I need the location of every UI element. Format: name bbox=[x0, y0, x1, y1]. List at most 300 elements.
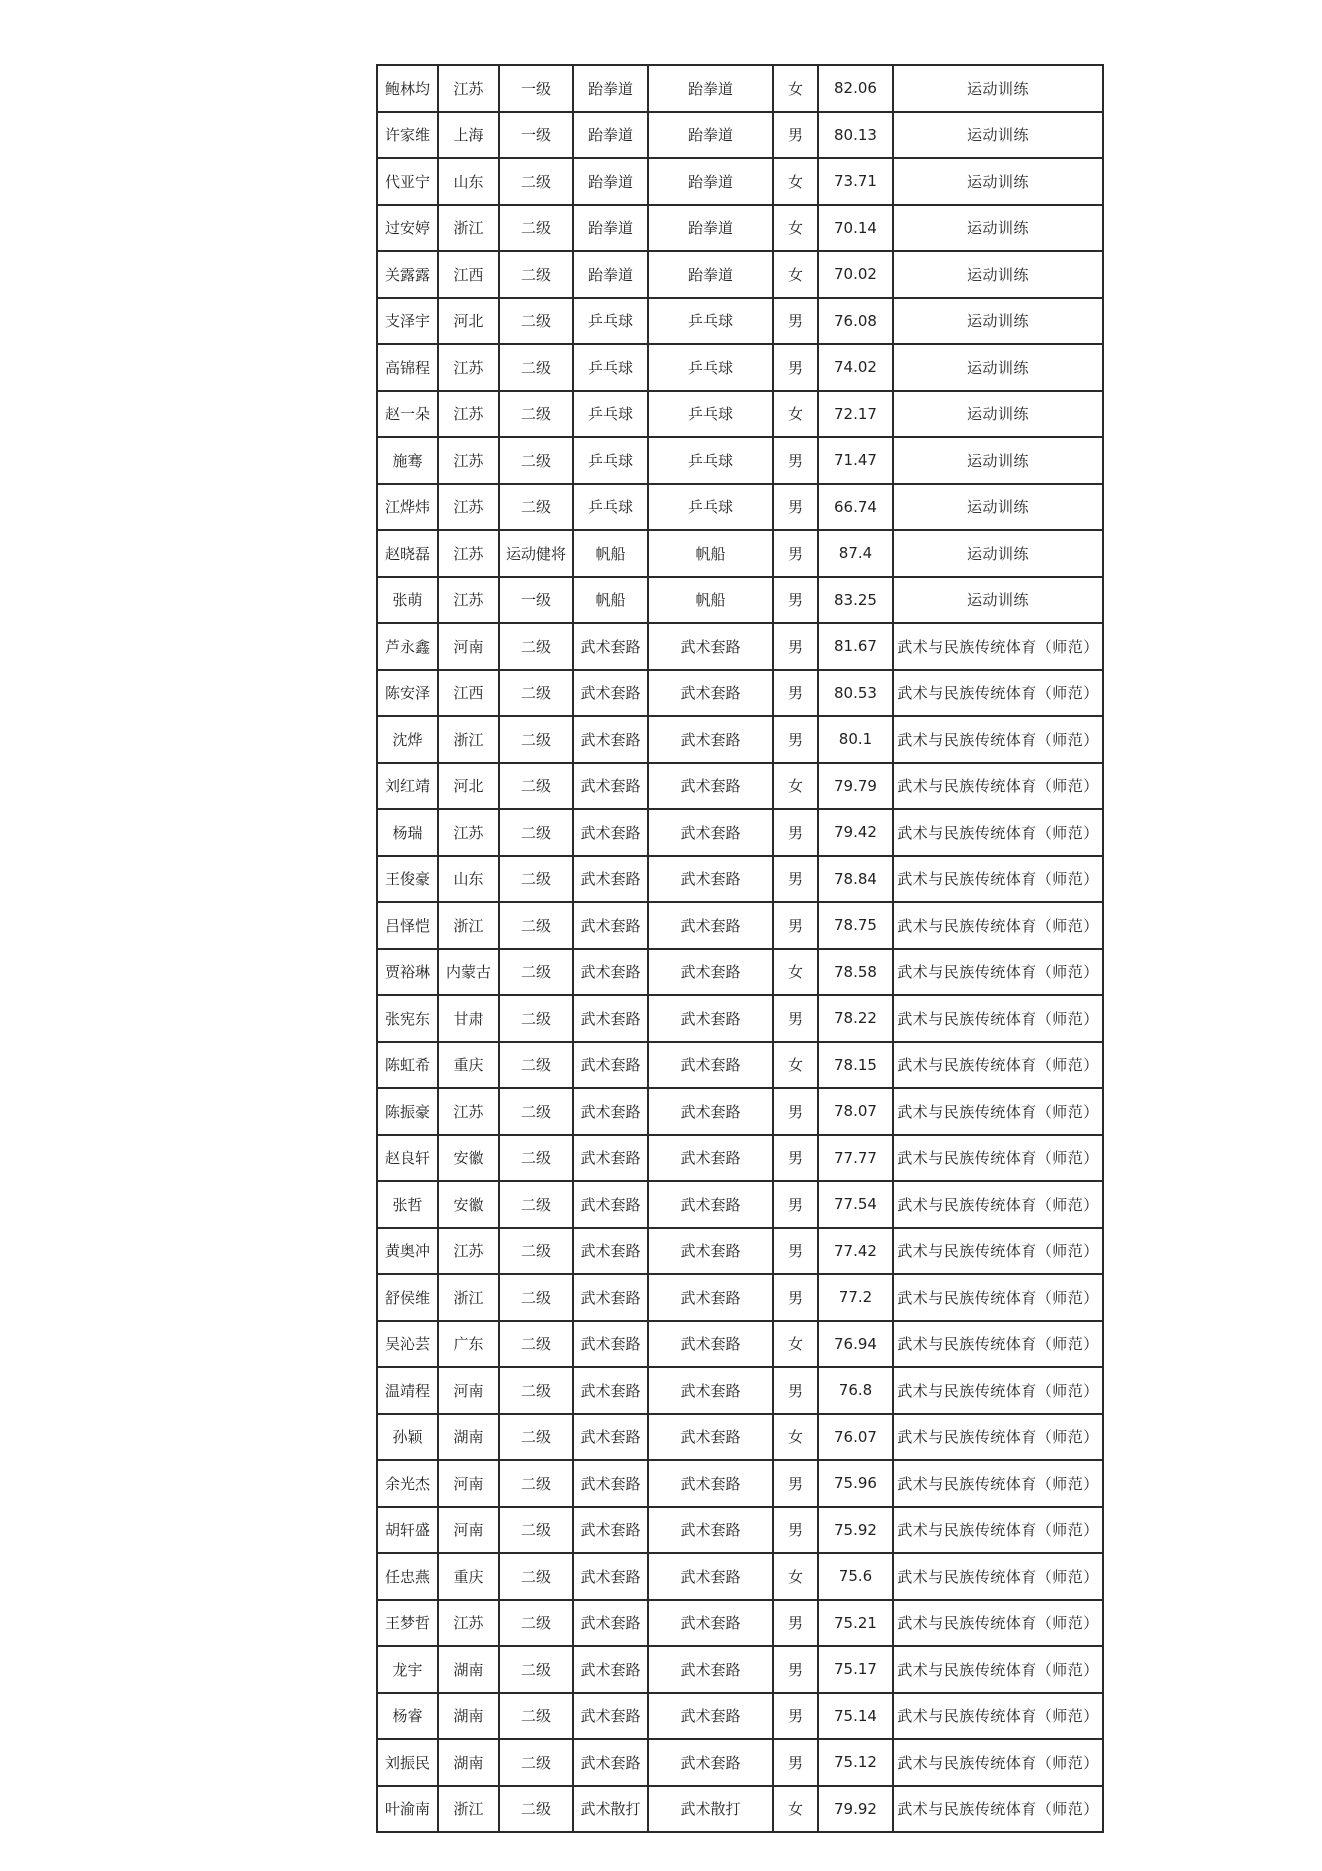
score-cell: 75.21 bbox=[818, 1600, 893, 1647]
province-cell: 江苏 bbox=[438, 437, 499, 484]
level-cell: 二级 bbox=[499, 623, 573, 670]
table-row bbox=[377, 577, 1103, 624]
gender-cell: 男 bbox=[773, 530, 818, 577]
name-cell: 陈振豪 bbox=[377, 1088, 438, 1135]
level-cell: 二级 bbox=[499, 809, 573, 856]
sport-cell: 武术套路 bbox=[573, 1460, 648, 1507]
score-cell: 78.75 bbox=[818, 902, 893, 949]
name-cell: 许家维 bbox=[377, 112, 438, 159]
gender-cell: 男 bbox=[773, 1274, 818, 1321]
province-cell: 江苏 bbox=[438, 1228, 499, 1275]
province-cell: 江苏 bbox=[438, 530, 499, 577]
sport-cell: 武术套路 bbox=[573, 1507, 648, 1554]
event-cell: 武术套路 bbox=[648, 1460, 773, 1507]
major-cell: 运动训练 bbox=[893, 205, 1103, 252]
sport-cell: 帆船 bbox=[573, 530, 648, 577]
score-cell: 79.79 bbox=[818, 763, 893, 810]
province-cell: 江苏 bbox=[438, 344, 499, 391]
name-cell: 关露露 bbox=[377, 251, 438, 298]
province-cell: 河南 bbox=[438, 1507, 499, 1554]
name-cell: 温靖程 bbox=[377, 1367, 438, 1414]
table-row bbox=[377, 484, 1103, 531]
major-cell: 武术与民族传统体育（师范） bbox=[893, 1507, 1103, 1554]
sport-cell: 武术套路 bbox=[573, 1739, 648, 1786]
gender-cell: 男 bbox=[773, 902, 818, 949]
province-cell: 山东 bbox=[438, 856, 499, 903]
table-row bbox=[377, 670, 1103, 717]
sport-cell: 武术套路 bbox=[573, 763, 648, 810]
major-cell: 武术与民族传统体育（师范） bbox=[893, 763, 1103, 810]
sport-cell: 跆拳道 bbox=[573, 205, 648, 252]
event-cell: 武术套路 bbox=[648, 716, 773, 763]
event-cell: 乒乓球 bbox=[648, 437, 773, 484]
province-cell: 山东 bbox=[438, 158, 499, 205]
province-cell: 内蒙古 bbox=[438, 949, 499, 996]
table-row bbox=[377, 1553, 1103, 1600]
level-cell: 二级 bbox=[499, 1088, 573, 1135]
major-cell: 武术与民族传统体育（师范） bbox=[893, 1460, 1103, 1507]
table-row bbox=[377, 1228, 1103, 1275]
province-cell: 湖南 bbox=[438, 1414, 499, 1461]
province-cell: 安徽 bbox=[438, 1181, 499, 1228]
province-cell: 江苏 bbox=[438, 484, 499, 531]
sport-cell: 武术套路 bbox=[573, 1042, 648, 1089]
gender-cell: 男 bbox=[773, 112, 818, 159]
gender-cell: 男 bbox=[773, 670, 818, 717]
level-cell: 二级 bbox=[499, 856, 573, 903]
event-cell: 武术套路 bbox=[648, 1274, 773, 1321]
sport-cell: 武术套路 bbox=[573, 809, 648, 856]
event-cell: 帆船 bbox=[648, 530, 773, 577]
province-cell: 江苏 bbox=[438, 1088, 499, 1135]
table-row bbox=[377, 1274, 1103, 1321]
gender-cell: 男 bbox=[773, 1460, 818, 1507]
major-cell: 武术与民族传统体育（师范） bbox=[893, 1135, 1103, 1182]
gender-cell: 男 bbox=[773, 1367, 818, 1414]
name-cell: 沈烨 bbox=[377, 716, 438, 763]
event-cell: 武术套路 bbox=[648, 1367, 773, 1414]
major-cell: 运动训练 bbox=[893, 437, 1103, 484]
event-cell: 武术散打 bbox=[648, 1786, 773, 1833]
gender-cell: 男 bbox=[773, 1228, 818, 1275]
sport-cell: 武术套路 bbox=[573, 1321, 648, 1368]
table-row bbox=[377, 902, 1103, 949]
level-cell: 二级 bbox=[499, 763, 573, 810]
major-cell: 武术与民族传统体育（师范） bbox=[893, 1553, 1103, 1600]
level-cell: 二级 bbox=[499, 1228, 573, 1275]
major-cell: 运动训练 bbox=[893, 484, 1103, 531]
event-cell: 武术套路 bbox=[648, 809, 773, 856]
name-cell: 赵一朵 bbox=[377, 391, 438, 438]
province-cell: 河南 bbox=[438, 623, 499, 670]
gender-cell: 男 bbox=[773, 623, 818, 670]
gender-cell: 男 bbox=[773, 856, 818, 903]
table-row bbox=[377, 949, 1103, 996]
score-cell: 70.02 bbox=[818, 251, 893, 298]
province-cell: 上海 bbox=[438, 112, 499, 159]
table-row bbox=[377, 856, 1103, 903]
table-row bbox=[377, 1088, 1103, 1135]
gender-cell: 男 bbox=[773, 1088, 818, 1135]
level-cell: 二级 bbox=[499, 391, 573, 438]
event-cell: 跆拳道 bbox=[648, 65, 773, 112]
level-cell: 二级 bbox=[499, 205, 573, 252]
roster-body bbox=[377, 65, 1103, 1832]
score-cell: 80.53 bbox=[818, 670, 893, 717]
major-cell: 武术与民族传统体育（师范） bbox=[893, 716, 1103, 763]
gender-cell: 女 bbox=[773, 1042, 818, 1089]
table-row bbox=[377, 1135, 1103, 1182]
gender-cell: 男 bbox=[773, 1600, 818, 1647]
province-cell: 河北 bbox=[438, 298, 499, 345]
score-cell: 66.74 bbox=[818, 484, 893, 531]
name-cell: 任忠燕 bbox=[377, 1553, 438, 1600]
gender-cell: 女 bbox=[773, 949, 818, 996]
score-cell: 78.07 bbox=[818, 1088, 893, 1135]
event-cell: 跆拳道 bbox=[648, 251, 773, 298]
event-cell: 乒乓球 bbox=[648, 344, 773, 391]
event-cell: 武术套路 bbox=[648, 1600, 773, 1647]
table-row bbox=[377, 1646, 1103, 1693]
event-cell: 武术套路 bbox=[648, 1088, 773, 1135]
level-cell: 二级 bbox=[499, 344, 573, 391]
level-cell: 二级 bbox=[499, 1135, 573, 1182]
table-row bbox=[377, 1181, 1103, 1228]
name-cell: 王俊豪 bbox=[377, 856, 438, 903]
name-cell: 黄奥冲 bbox=[377, 1228, 438, 1275]
event-cell: 武术套路 bbox=[648, 1507, 773, 1554]
score-cell: 82.06 bbox=[818, 65, 893, 112]
table-row bbox=[377, 995, 1103, 1042]
province-cell: 浙江 bbox=[438, 716, 499, 763]
province-cell: 湖南 bbox=[438, 1739, 499, 1786]
table-row bbox=[377, 1321, 1103, 1368]
major-cell: 武术与民族传统体育（师范） bbox=[893, 1274, 1103, 1321]
table-row bbox=[377, 1507, 1103, 1554]
table-row bbox=[377, 809, 1103, 856]
event-cell: 武术套路 bbox=[648, 995, 773, 1042]
sport-cell: 武术套路 bbox=[573, 623, 648, 670]
name-cell: 鲍林均 bbox=[377, 65, 438, 112]
province-cell: 江苏 bbox=[438, 809, 499, 856]
level-cell: 二级 bbox=[499, 716, 573, 763]
name-cell: 芦永鑫 bbox=[377, 623, 438, 670]
province-cell: 江苏 bbox=[438, 577, 499, 624]
province-cell: 湖南 bbox=[438, 1693, 499, 1740]
major-cell: 武术与民族传统体育（师范） bbox=[893, 1228, 1103, 1275]
name-cell: 江烨炜 bbox=[377, 484, 438, 531]
sport-cell: 武术套路 bbox=[573, 1088, 648, 1135]
province-cell: 江西 bbox=[438, 251, 499, 298]
level-cell: 二级 bbox=[499, 949, 573, 996]
gender-cell: 男 bbox=[773, 809, 818, 856]
score-cell: 78.15 bbox=[818, 1042, 893, 1089]
table-row bbox=[377, 437, 1103, 484]
sport-cell: 跆拳道 bbox=[573, 158, 648, 205]
sport-cell: 武术套路 bbox=[573, 1181, 648, 1228]
sport-cell: 武术套路 bbox=[573, 856, 648, 903]
level-cell: 二级 bbox=[499, 670, 573, 717]
score-cell: 77.77 bbox=[818, 1135, 893, 1182]
table-row bbox=[377, 1367, 1103, 1414]
province-cell: 浙江 bbox=[438, 902, 499, 949]
major-cell: 武术与民族传统体育（师范） bbox=[893, 623, 1103, 670]
score-cell: 71.47 bbox=[818, 437, 893, 484]
level-cell: 二级 bbox=[499, 298, 573, 345]
level-cell: 二级 bbox=[499, 1786, 573, 1833]
province-cell: 河南 bbox=[438, 1460, 499, 1507]
name-cell: 胡轩盛 bbox=[377, 1507, 438, 1554]
event-cell: 乒乓球 bbox=[648, 298, 773, 345]
major-cell: 武术与民族传统体育（师范） bbox=[893, 1739, 1103, 1786]
score-cell: 76.8 bbox=[818, 1367, 893, 1414]
table-row bbox=[377, 205, 1103, 252]
major-cell: 运动训练 bbox=[893, 391, 1103, 438]
table-row bbox=[377, 1460, 1103, 1507]
name-cell: 代亚宁 bbox=[377, 158, 438, 205]
name-cell: 叶渝南 bbox=[377, 1786, 438, 1833]
score-cell: 80.13 bbox=[818, 112, 893, 159]
table-row bbox=[377, 1693, 1103, 1740]
table-row bbox=[377, 344, 1103, 391]
gender-cell: 女 bbox=[773, 391, 818, 438]
level-cell: 一级 bbox=[499, 577, 573, 624]
table-row bbox=[377, 1786, 1103, 1833]
gender-cell: 男 bbox=[773, 1135, 818, 1182]
score-cell: 77.54 bbox=[818, 1181, 893, 1228]
sport-cell: 武术套路 bbox=[573, 1367, 648, 1414]
event-cell: 跆拳道 bbox=[648, 158, 773, 205]
gender-cell: 男 bbox=[773, 1646, 818, 1693]
level-cell: 二级 bbox=[499, 158, 573, 205]
level-cell: 运动健将 bbox=[499, 530, 573, 577]
roster-table bbox=[376, 64, 1104, 1833]
table-row bbox=[377, 763, 1103, 810]
major-cell: 武术与民族传统体育（师范） bbox=[893, 670, 1103, 717]
gender-cell: 女 bbox=[773, 205, 818, 252]
level-cell: 二级 bbox=[499, 902, 573, 949]
table-row bbox=[377, 251, 1103, 298]
level-cell: 二级 bbox=[499, 484, 573, 531]
name-cell: 施骞 bbox=[377, 437, 438, 484]
major-cell: 武术与民族传统体育（师范） bbox=[893, 902, 1103, 949]
major-cell: 武术与民族传统体育（师范） bbox=[893, 1646, 1103, 1693]
event-cell: 武术套路 bbox=[648, 1321, 773, 1368]
score-cell: 78.22 bbox=[818, 995, 893, 1042]
province-cell: 江苏 bbox=[438, 1600, 499, 1647]
score-cell: 76.08 bbox=[818, 298, 893, 345]
sport-cell: 帆船 bbox=[573, 577, 648, 624]
sport-cell: 武术套路 bbox=[573, 1135, 648, 1182]
sport-cell: 武术套路 bbox=[573, 670, 648, 717]
event-cell: 武术套路 bbox=[648, 902, 773, 949]
event-cell: 武术套路 bbox=[648, 670, 773, 717]
major-cell: 武术与民族传统体育（师范） bbox=[893, 1414, 1103, 1461]
score-cell: 75.92 bbox=[818, 1507, 893, 1554]
name-cell: 刘红靖 bbox=[377, 763, 438, 810]
event-cell: 武术套路 bbox=[648, 1414, 773, 1461]
level-cell: 二级 bbox=[499, 1414, 573, 1461]
table-row bbox=[377, 1600, 1103, 1647]
major-cell: 运动训练 bbox=[893, 251, 1103, 298]
major-cell: 运动训练 bbox=[893, 577, 1103, 624]
event-cell: 武术套路 bbox=[648, 1646, 773, 1693]
major-cell: 武术与民族传统体育（师范） bbox=[893, 856, 1103, 903]
event-cell: 乒乓球 bbox=[648, 391, 773, 438]
gender-cell: 女 bbox=[773, 1321, 818, 1368]
gender-cell: 男 bbox=[773, 716, 818, 763]
table-row bbox=[377, 65, 1103, 112]
province-cell: 广东 bbox=[438, 1321, 499, 1368]
major-cell: 武术与民族传统体育（师范） bbox=[893, 1786, 1103, 1833]
score-cell: 75.96 bbox=[818, 1460, 893, 1507]
event-cell: 武术套路 bbox=[648, 1181, 773, 1228]
sport-cell: 武术套路 bbox=[573, 1228, 648, 1275]
province-cell: 河北 bbox=[438, 763, 499, 810]
major-cell: 武术与民族传统体育（师范） bbox=[893, 1367, 1103, 1414]
score-cell: 77.2 bbox=[818, 1274, 893, 1321]
level-cell: 二级 bbox=[499, 1367, 573, 1414]
major-cell: 武术与民族传统体育（师范） bbox=[893, 1693, 1103, 1740]
name-cell: 孙颖 bbox=[377, 1414, 438, 1461]
score-cell: 75.14 bbox=[818, 1693, 893, 1740]
event-cell: 武术套路 bbox=[648, 1553, 773, 1600]
name-cell: 龙宇 bbox=[377, 1646, 438, 1693]
event-cell: 跆拳道 bbox=[648, 205, 773, 252]
score-cell: 76.94 bbox=[818, 1321, 893, 1368]
name-cell: 陈安泽 bbox=[377, 670, 438, 717]
sport-cell: 武术散打 bbox=[573, 1786, 648, 1833]
name-cell: 吕怿恺 bbox=[377, 902, 438, 949]
table-row bbox=[377, 530, 1103, 577]
name-cell: 过安婷 bbox=[377, 205, 438, 252]
score-cell: 79.42 bbox=[818, 809, 893, 856]
event-cell: 武术套路 bbox=[648, 1135, 773, 1182]
major-cell: 武术与民族传统体育（师范） bbox=[893, 949, 1103, 996]
level-cell: 一级 bbox=[499, 65, 573, 112]
gender-cell: 男 bbox=[773, 1507, 818, 1554]
sport-cell: 乒乓球 bbox=[573, 391, 648, 438]
score-cell: 78.84 bbox=[818, 856, 893, 903]
level-cell: 二级 bbox=[499, 1321, 573, 1368]
level-cell: 二级 bbox=[499, 995, 573, 1042]
table-row bbox=[377, 158, 1103, 205]
province-cell: 重庆 bbox=[438, 1042, 499, 1089]
score-cell: 73.71 bbox=[818, 158, 893, 205]
event-cell: 武术套路 bbox=[648, 763, 773, 810]
sport-cell: 乒乓球 bbox=[573, 298, 648, 345]
name-cell: 张萌 bbox=[377, 577, 438, 624]
sport-cell: 乒乓球 bbox=[573, 484, 648, 531]
province-cell: 江苏 bbox=[438, 391, 499, 438]
province-cell: 江苏 bbox=[438, 65, 499, 112]
major-cell: 武术与民族传统体育（师范） bbox=[893, 1181, 1103, 1228]
gender-cell: 女 bbox=[773, 1553, 818, 1600]
gender-cell: 男 bbox=[773, 1739, 818, 1786]
score-cell: 79.92 bbox=[818, 1786, 893, 1833]
level-cell: 二级 bbox=[499, 437, 573, 484]
gender-cell: 男 bbox=[773, 1181, 818, 1228]
gender-cell: 女 bbox=[773, 65, 818, 112]
name-cell: 舒侯维 bbox=[377, 1274, 438, 1321]
level-cell: 二级 bbox=[499, 1042, 573, 1089]
major-cell: 武术与民族传统体育（师范） bbox=[893, 1600, 1103, 1647]
event-cell: 武术套路 bbox=[648, 856, 773, 903]
province-cell: 湖南 bbox=[438, 1646, 499, 1693]
sport-cell: 武术套路 bbox=[573, 716, 648, 763]
sport-cell: 跆拳道 bbox=[573, 251, 648, 298]
table-row bbox=[377, 391, 1103, 438]
gender-cell: 男 bbox=[773, 577, 818, 624]
gender-cell: 女 bbox=[773, 1786, 818, 1833]
event-cell: 武术套路 bbox=[648, 623, 773, 670]
event-cell: 乒乓球 bbox=[648, 484, 773, 531]
major-cell: 运动训练 bbox=[893, 298, 1103, 345]
major-cell: 武术与民族传统体育（师范） bbox=[893, 1042, 1103, 1089]
score-cell: 75.6 bbox=[818, 1553, 893, 1600]
score-cell: 87.4 bbox=[818, 530, 893, 577]
province-cell: 江西 bbox=[438, 670, 499, 717]
name-cell: 赵晓磊 bbox=[377, 530, 438, 577]
province-cell: 浙江 bbox=[438, 1786, 499, 1833]
table-row bbox=[377, 298, 1103, 345]
sport-cell: 武术套路 bbox=[573, 1646, 648, 1693]
score-cell: 75.17 bbox=[818, 1646, 893, 1693]
name-cell: 支泽宇 bbox=[377, 298, 438, 345]
name-cell: 王梦哲 bbox=[377, 1600, 438, 1647]
table-row bbox=[377, 623, 1103, 670]
level-cell: 二级 bbox=[499, 1739, 573, 1786]
event-cell: 帆船 bbox=[648, 577, 773, 624]
sport-cell: 武术套路 bbox=[573, 995, 648, 1042]
sport-cell: 武术套路 bbox=[573, 1600, 648, 1647]
gender-cell: 男 bbox=[773, 298, 818, 345]
score-cell: 76.07 bbox=[818, 1414, 893, 1461]
sport-cell: 武术套路 bbox=[573, 902, 648, 949]
event-cell: 跆拳道 bbox=[648, 112, 773, 159]
level-cell: 二级 bbox=[499, 1460, 573, 1507]
name-cell: 吴沁芸 bbox=[377, 1321, 438, 1368]
sport-cell: 跆拳道 bbox=[573, 112, 648, 159]
score-cell: 75.12 bbox=[818, 1739, 893, 1786]
gender-cell: 女 bbox=[773, 251, 818, 298]
table-row bbox=[377, 1042, 1103, 1089]
sport-cell: 乒乓球 bbox=[573, 437, 648, 484]
level-cell: 一级 bbox=[499, 112, 573, 159]
major-cell: 武术与民族传统体育（师范） bbox=[893, 1088, 1103, 1135]
major-cell: 武术与民族传统体育（师范） bbox=[893, 1321, 1103, 1368]
event-cell: 武术套路 bbox=[648, 949, 773, 996]
name-cell: 刘振民 bbox=[377, 1739, 438, 1786]
event-cell: 武术套路 bbox=[648, 1042, 773, 1089]
sport-cell: 武术套路 bbox=[573, 1274, 648, 1321]
score-cell: 78.58 bbox=[818, 949, 893, 996]
event-cell: 武术套路 bbox=[648, 1228, 773, 1275]
event-cell: 武术套路 bbox=[648, 1739, 773, 1786]
event-cell: 武术套路 bbox=[648, 1693, 773, 1740]
gender-cell: 男 bbox=[773, 995, 818, 1042]
gender-cell: 女 bbox=[773, 1414, 818, 1461]
province-cell: 浙江 bbox=[438, 205, 499, 252]
score-cell: 74.02 bbox=[818, 344, 893, 391]
major-cell: 武术与民族传统体育（师范） bbox=[893, 995, 1103, 1042]
major-cell: 运动训练 bbox=[893, 344, 1103, 391]
gender-cell: 男 bbox=[773, 437, 818, 484]
score-cell: 70.14 bbox=[818, 205, 893, 252]
level-cell: 二级 bbox=[499, 1181, 573, 1228]
name-cell: 杨睿 bbox=[377, 1693, 438, 1740]
level-cell: 二级 bbox=[499, 251, 573, 298]
